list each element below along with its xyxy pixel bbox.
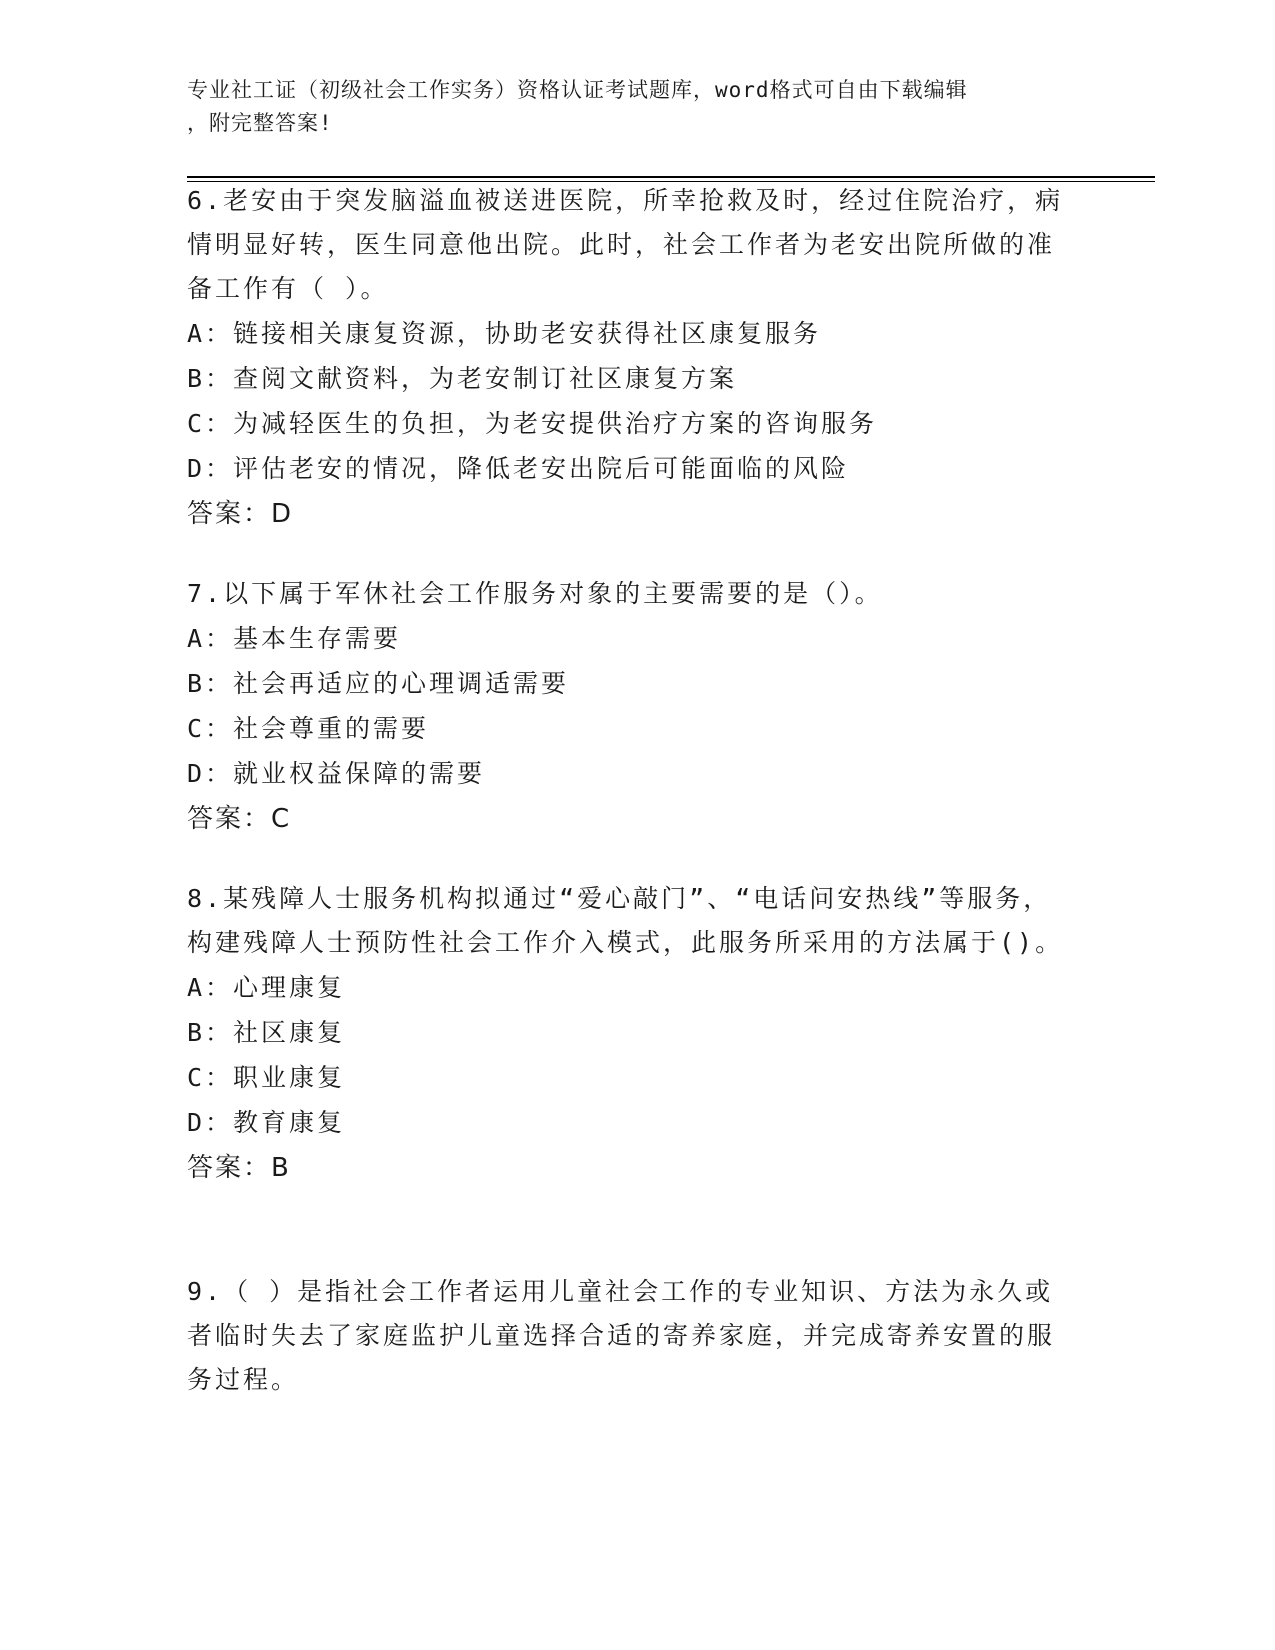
option-a: A：链接相关康复资源，协助老安获得社区康复服务	[187, 319, 822, 348]
question-stem: 7.以下属于军休社会工作服务对象的主要需要的是（）。	[187, 579, 883, 608]
option-d: D：评估老安的情况，降低老安出院后可能面临的风险	[187, 454, 850, 483]
option-c: C：社会尊重的需要	[187, 714, 430, 743]
option-c: C：职业康复	[187, 1063, 346, 1092]
answer: 答案：C	[187, 804, 292, 834]
option-b: B：社区康复	[187, 1018, 346, 1047]
answer: 答案：B	[187, 1153, 291, 1183]
question-stem: 8.某残障人士服务机构拟通过“爱心敲门”、“电话问安热线”等服务，构建残障人士预防性社会工作介入模式，此服务所采用的方法属于()。	[187, 884, 1064, 957]
option-d: D：教育康复	[187, 1108, 346, 1137]
question-stem: 6.老安由于突发脑溢血被送进医院，所幸抢救及时，经过住院治疗，病情明显好转，医生同意他出院。此时，社会工作者为老安出院所做的准备工作有（ ）。	[187, 186, 1064, 303]
question-9	[187, 1270, 1067, 1402]
option-a: A：基本生存需要	[187, 624, 402, 653]
header-line-1: 专业社工证（初级社会工作实务）资格认证考试题库，word格式可自由下载编辑	[187, 78, 968, 102]
question-8	[187, 877, 1067, 1191]
option-a: A：心理康复	[187, 973, 346, 1002]
question-stem: 9.（ ）是指社会工作者运用儿童社会工作的专业知识、方法为永久或者临时失去了家庭监护儿童选择合适的寄养家庭，并完成寄养安置的服务过程。	[187, 1277, 1056, 1394]
answer: 答案：D	[187, 499, 294, 529]
question-6	[187, 179, 1067, 537]
header-divider	[187, 176, 1155, 178]
header-line-2: ，附完整答案!	[187, 111, 333, 135]
option-d: D：就业权益保障的需要	[187, 759, 486, 788]
option-b: B：社会再适应的心理调适需要	[187, 669, 570, 698]
option-b: B：查阅文献资料，为老安制订社区康复方案	[187, 364, 738, 393]
question-7	[187, 572, 1067, 842]
document-header	[187, 74, 1067, 140]
option-c: C：为减轻医生的负担，为老安提供治疗方案的咨询服务	[187, 409, 878, 438]
